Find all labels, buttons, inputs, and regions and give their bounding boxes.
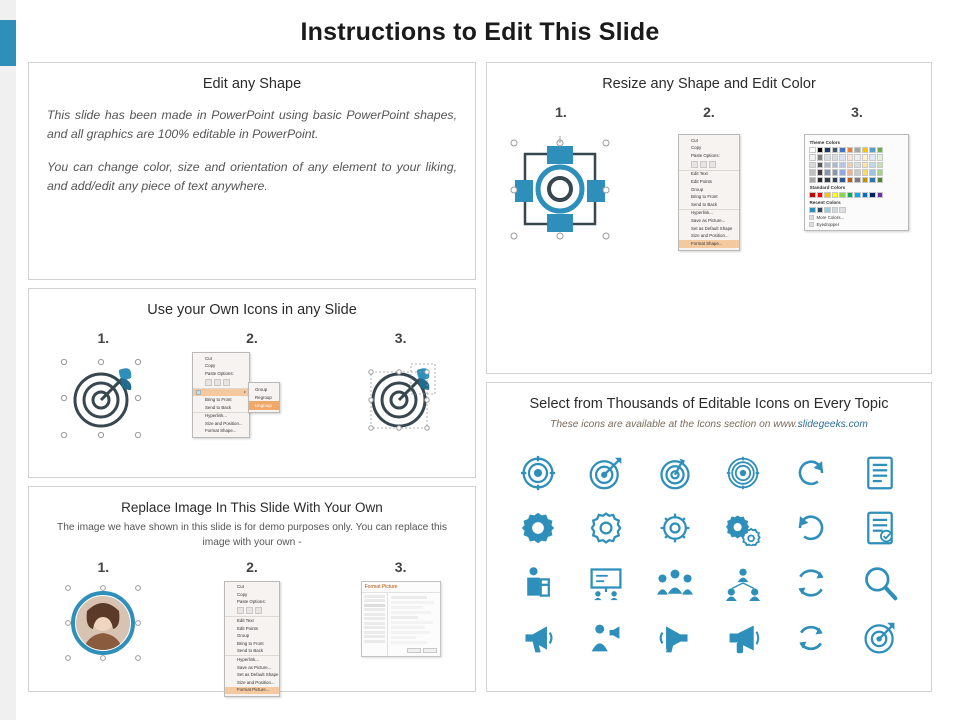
target-icon[interactable]	[505, 447, 571, 500]
panel-replace-image-note: The image we have shown in this slide is for demo purposes only. You can replace this image with your own -	[57, 522, 447, 548]
menu-item[interactable]: Save as Picture...	[690, 217, 726, 223]
palette-recent-label: Recent Colors	[809, 200, 841, 205]
gear-solid-icon[interactable]	[505, 502, 571, 555]
menu-item[interactable]: Bring to Front	[204, 396, 232, 402]
step-number: 1.	[97, 330, 110, 346]
gears-pair-icon[interactable]	[710, 502, 776, 555]
submenu-item[interactable]: Group	[254, 386, 268, 392]
replace-step-3-graphic	[327, 581, 474, 657]
palette-eyedropper[interactable]	[809, 222, 904, 227]
menu-item[interactable]: Set as Default Shape	[236, 672, 279, 678]
person-podium-icon[interactable]	[505, 557, 571, 610]
menu-item[interactable]: Edit Text	[679, 170, 739, 179]
submenu-item-ungroup[interactable]: Ungroup	[249, 401, 279, 409]
menu-item[interactable]: Hyperlink...	[193, 412, 249, 421]
menu-item[interactable]: Paste Options:	[690, 152, 720, 158]
menu-item[interactable]: Copy	[236, 591, 248, 597]
gear-fine-icon[interactable]	[642, 502, 708, 555]
resize-step-2-graphic	[636, 134, 783, 251]
target-dartboard-icon[interactable]	[642, 447, 708, 500]
megaphone-alt-icon[interactable]	[710, 612, 776, 665]
megaphone-icon[interactable]	[505, 612, 571, 665]
step-number: 2.	[246, 558, 258, 575]
panel-edit-shape-paragraph-1: This slide has been made in PowerPoint using basic PowerPoint shapes, and all graphics are 100% editable in PowerPoint.	[47, 108, 457, 142]
page-title: Instructions to Edit This Slide	[300, 18, 660, 46]
icons-step-2-graphic	[178, 352, 325, 438]
icons-step-1-graphic	[30, 352, 177, 444]
panel-own-icons-step-numbers	[29, 330, 475, 346]
menu-item[interactable]: Size and Position...	[204, 420, 243, 426]
panel-resize-step-numbers	[487, 104, 931, 120]
resize-step-1-graphic	[488, 134, 635, 246]
resize-step-3-graphic	[784, 134, 931, 231]
menu-item[interactable]: Copy	[204, 363, 216, 369]
menu-item[interactable]: Send to Back	[204, 404, 232, 410]
menu-item[interactable]: Edit Points	[690, 178, 712, 184]
refresh-ccw-icon[interactable]	[778, 502, 844, 555]
panel-replace-image-step-numbers	[29, 559, 475, 575]
menu-item[interactable]: Set as Default Shape	[690, 225, 733, 231]
target-clock-icon[interactable]	[847, 612, 913, 665]
shape-with-handles-icon	[503, 134, 618, 246]
panel-resize-shape-title: Resize any Shape and Edit Color	[602, 76, 816, 92]
megaphone-left-icon[interactable]	[642, 612, 708, 665]
icons-step-3-graphic	[327, 352, 474, 444]
panel-edit-shape-paragraph-2: You can change color, size and orientation of any element to your liking, and add/edit any piece of text anywhere.	[47, 160, 457, 194]
context-menu-mock[interactable]	[678, 134, 740, 251]
magnifier-icon[interactable]	[847, 557, 913, 610]
step-number: 3.	[394, 558, 407, 575]
replace-step-1-graphic	[30, 581, 177, 665]
step-number: 1.	[97, 558, 110, 575]
menu-item[interactable]: Save as Picture...	[236, 664, 272, 670]
context-menu-mock[interactable]	[224, 581, 280, 698]
panel-editable-icons-title: Select from Thousands of Editable Icons on Every Topic	[529, 396, 889, 412]
palette-eyedropper-label: Eyedropper	[816, 222, 840, 227]
menu-item[interactable]: Copy	[690, 145, 702, 151]
panel-own-icons	[28, 288, 476, 478]
format-picture-dialog-title: Format Picture	[362, 582, 440, 593]
panel-edit-shape-title: Edit any Shape	[202, 76, 302, 92]
target-with-leaf-selected-icon	[57, 352, 149, 444]
refresh-cw-icon[interactable]	[778, 447, 844, 500]
step-number: 3.	[851, 104, 863, 120]
menu-item[interactable]: Paste Options:	[236, 599, 266, 605]
menu-item[interactable]: Cut	[236, 584, 244, 590]
submenu-item[interactable]: Regroup	[254, 394, 272, 400]
subtitle-text: These icons are available at the Icons section on www.	[550, 419, 798, 430]
menu-item[interactable]: Send to Back	[236, 648, 264, 654]
palette-more-colors[interactable]	[809, 215, 904, 220]
menu-item[interactable]: Bring to Front	[690, 194, 718, 200]
target-rings-icon[interactable]	[710, 447, 776, 500]
icon-grid	[505, 447, 913, 665]
step-number: 2.	[703, 104, 715, 120]
step-number: 1.	[555, 104, 567, 120]
replace-step-2-graphic	[178, 581, 325, 698]
menu-item[interactable]: Group	[690, 186, 704, 192]
menu-item[interactable]: Size and Position...	[690, 233, 729, 239]
color-palette-mock[interactable]	[804, 134, 909, 231]
menu-item[interactable]: Cut	[204, 355, 212, 361]
menu-item[interactable]: Paste Options:	[204, 370, 234, 376]
presentation-people-icon[interactable]	[573, 557, 639, 610]
menu-item[interactable]: Bring to Front	[236, 640, 264, 646]
team-network-icon[interactable]	[710, 557, 776, 610]
panel-resize-shape	[486, 62, 932, 374]
menu-item[interactable]: Format Shape...	[204, 428, 237, 434]
menu-item-group[interactable]: ▸	[193, 388, 249, 397]
document-lines-icon[interactable]	[847, 447, 913, 500]
menu-item[interactable]: Size and Position...	[236, 679, 275, 685]
palette-standard-label: Standard Colors	[809, 185, 846, 190]
subtitle-brand: slidegeeks.com	[797, 419, 868, 430]
cycle-arrows-icon[interactable]	[778, 557, 844, 610]
step-number: 2.	[246, 330, 258, 346]
menu-item-format-shape[interactable]: Format Shape...	[679, 240, 739, 248]
menu-item[interactable]: Group	[236, 633, 250, 639]
context-menu-mock[interactable]	[192, 352, 250, 438]
person-speaking-icon[interactable]	[573, 612, 639, 665]
gear-outline-icon[interactable]	[573, 502, 639, 555]
menu-item-format-picture[interactable]: Format Picture...	[225, 687, 279, 695]
left-accent-bar	[0, 0, 16, 720]
panel-replace-image-title: Replace Image In This Slide With Your Own	[121, 500, 383, 515]
checklist-icon[interactable]	[847, 502, 913, 555]
menu-item[interactable]: Hyperlink...	[225, 655, 279, 664]
target-arrow-icon[interactable]	[573, 447, 639, 500]
panel-replace-image	[28, 486, 476, 692]
menu-item[interactable]: Edit Text	[225, 616, 279, 625]
group-submenu-mock[interactable]	[248, 382, 280, 413]
panel-editable-icons-subtitle	[503, 418, 915, 433]
menu-item[interactable]: Send to Back	[690, 201, 718, 207]
recycle-arrows-icon[interactable]	[778, 612, 844, 665]
menu-item[interactable]: Edit Points	[236, 625, 258, 631]
palette-more-colors-label: More Colors...	[816, 215, 845, 220]
target-with-leaf-ungrouped-icon	[355, 352, 447, 444]
people-group-icon[interactable]	[642, 557, 708, 610]
panel-editable-icons	[486, 382, 932, 692]
menu-item[interactable]: Hyperlink...	[679, 209, 739, 218]
step-number: 3.	[394, 330, 407, 346]
palette-theme-label: Theme Colors	[809, 140, 841, 145]
portrait-photo-selected-icon	[61, 581, 145, 665]
menu-item[interactable]: Cut	[690, 137, 698, 143]
panel-edit-shape	[28, 62, 476, 280]
panel-own-icons-title: Use your Own Icons in any Slide	[147, 302, 357, 318]
